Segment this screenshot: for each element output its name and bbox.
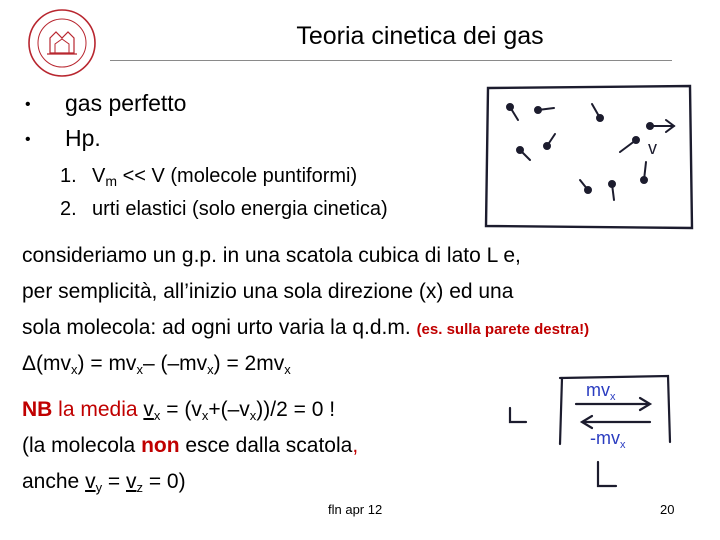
nb-text: = (v: [160, 398, 202, 421]
paragraph-line: consideriamo un g.p. in una scatola cubica di lato L e,: [22, 244, 521, 267]
bullet-text: Hp.: [65, 125, 101, 151]
nb-label: NB: [22, 398, 53, 421]
paragraph-line: [22, 316, 589, 340]
item-number: 1.: [60, 165, 77, 187]
nb-text: +(–v: [208, 398, 250, 421]
momentum-equation: [22, 352, 291, 376]
paragraph-note: (es. sulla parete destra!): [416, 321, 590, 338]
paragraph-line: per semplicità, all’inizio una sola direzione (x) ed una: [22, 280, 514, 303]
nb-subscript: x: [201, 408, 209, 423]
item-text: << V (molecole puntiformi): [117, 165, 358, 187]
title-rule: [110, 60, 672, 61]
eq-part: ) = 2mv: [213, 352, 285, 375]
nb-line: [22, 398, 335, 422]
neg-momentum-label: $-mv_x$: [590, 428, 626, 451]
page-number: 20: [660, 502, 675, 517]
nb-text: esce dalla scatola: [179, 434, 353, 457]
eq-subscript: x: [207, 362, 214, 377]
footer-label: fln apr 12: [328, 502, 383, 517]
momentum-walls-sketch-icon: [500, 368, 680, 498]
velocity-label: v: [648, 138, 657, 158]
numbered-item: [60, 165, 357, 188]
bullet-text: gas perfetto: [65, 90, 187, 116]
eq-subscript: x: [71, 362, 78, 377]
item-subscript: m: [105, 173, 118, 189]
item-number: 2.: [60, 198, 77, 220]
eq-part: Δ(mv: [22, 352, 72, 375]
nb-line: [22, 470, 186, 494]
momentum-label: $mv_x$: [586, 380, 616, 403]
nb-var: v: [126, 470, 137, 493]
university-seal-icon: [22, 8, 102, 78]
item-text: V: [92, 165, 106, 187]
nb-emphasis: non: [141, 434, 180, 457]
nb-text: ))/2 = 0 !: [256, 398, 336, 421]
nb-var: v: [143, 398, 154, 421]
nb-line: [22, 434, 358, 458]
nb-subscript: x: [249, 408, 257, 423]
eq-part: – (–mv: [142, 352, 208, 375]
bullet-item: [25, 90, 186, 117]
paragraph-text: sola molecola: ad ogni urto varia la q.d.m.: [22, 316, 411, 339]
nb-text: ,: [352, 434, 359, 457]
eq-subscript: x: [284, 362, 291, 377]
nb-text: =: [102, 470, 126, 493]
bullet-dot-icon: •: [25, 130, 31, 148]
item-text: urti elastici (solo energia cinetica): [92, 198, 388, 220]
bullet-item: [25, 125, 101, 152]
eq-subscript: x: [136, 362, 143, 377]
nb-text: = 0): [143, 470, 186, 493]
nb-subscript: z: [136, 480, 143, 495]
gas-molecules-box-sketch-icon: [480, 82, 696, 232]
nb-subscript: x: [153, 408, 161, 423]
nb-text: anche: [22, 470, 86, 493]
eq-part: ) = mv: [77, 352, 137, 375]
slide-title: Teoria cinetica dei gas: [296, 22, 544, 50]
numbered-item: [60, 198, 388, 221]
nb-text: (la molecola: [22, 434, 142, 457]
nb-text: la media: [52, 398, 144, 421]
nb-var: v: [85, 470, 96, 493]
bullet-dot-icon: •: [25, 95, 31, 113]
nb-subscript: y: [95, 480, 103, 495]
